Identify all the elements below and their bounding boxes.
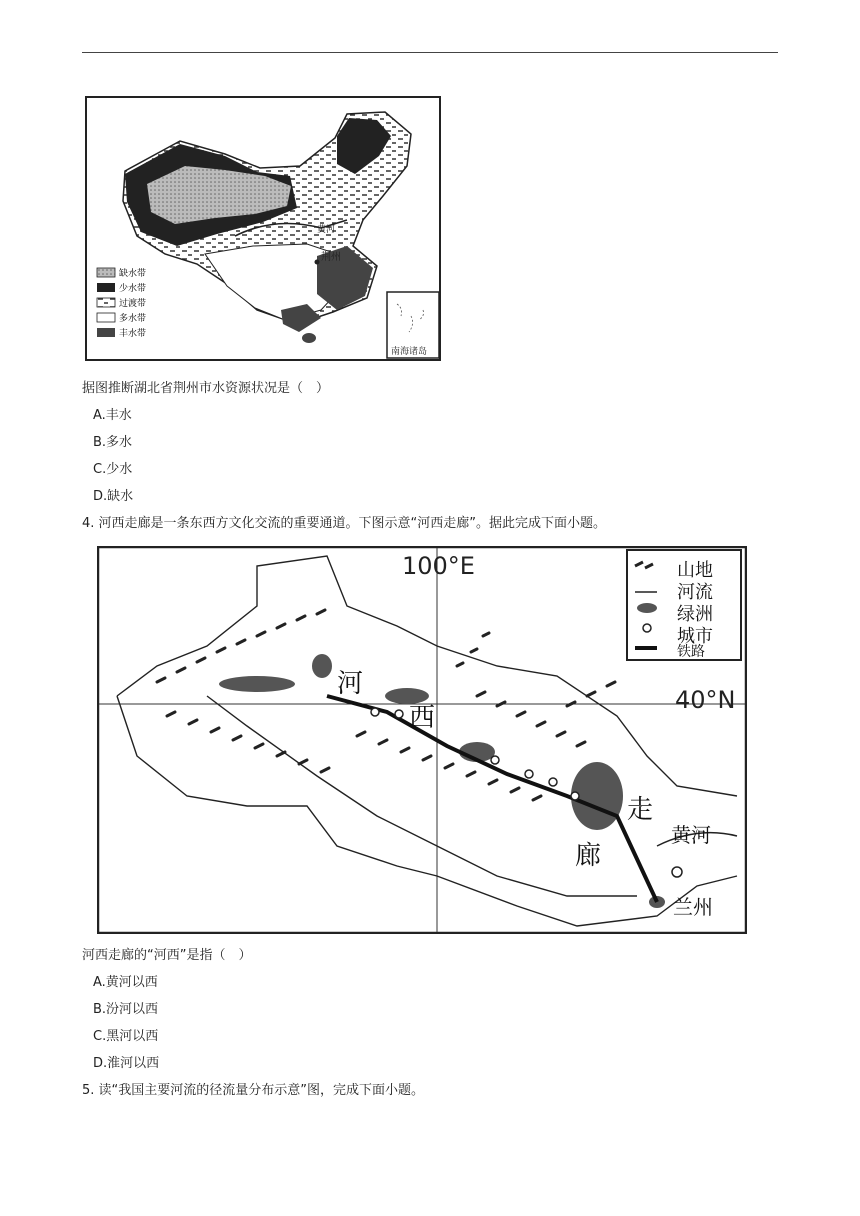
q3-option-a[interactable]: A.丰水 <box>93 408 132 423</box>
corridor-char-2: 西 <box>409 703 436 733</box>
legend-item: 缺水带 <box>119 269 147 279</box>
q4-stem: 河西走廊的“河西”是指（ ） <box>82 948 252 963</box>
legend-item: 丰水带 <box>119 329 147 339</box>
lanzhou-label: 兰州 <box>673 895 713 919</box>
jingzhou-label: 荆州 <box>321 252 341 263</box>
longitude-label: 100°E <box>402 552 475 580</box>
legend-item: 绿洲 <box>677 604 713 625</box>
q4-intro: 4. 河西走廊是一条东西方文化交流的重要通道。下图示意“河西走廊”。据此完成下面小题。 <box>82 516 607 531</box>
q3-stem: 据图推断湖北省荆州市水资源状况是（ ） <box>82 381 330 396</box>
header-rule <box>82 52 778 53</box>
corridor-char-3: 走 <box>627 795 654 825</box>
legend-item: 河流 <box>677 582 713 603</box>
water-zone-map <box>85 96 441 361</box>
q3-option-b[interactable]: B.多水 <box>93 435 133 450</box>
q4-option-b[interactable]: B.汾河以西 <box>93 1002 159 1017</box>
huanghe-river-label: 黄河 <box>671 823 711 847</box>
q5-intro: 5. 读“我国主要河流的径流量分布示意”图，完成下面小题。 <box>82 1083 425 1098</box>
legend-item: 城市 <box>677 626 713 647</box>
huanghe-label: 黄河 <box>317 225 336 235</box>
q3-option-d[interactable]: D.缺水 <box>93 489 134 504</box>
legend-item: 山地 <box>677 560 713 581</box>
hexi-corridor-map <box>97 546 747 934</box>
inset-label: 南海诸岛 <box>391 347 428 357</box>
legend-item: 少水带 <box>119 284 147 294</box>
latitude-label: 40°N <box>675 686 736 714</box>
map2-legend <box>627 550 741 660</box>
q4-option-c[interactable]: C.黑河以西 <box>93 1029 159 1044</box>
corridor-char-1: 河 <box>337 669 364 699</box>
legend-item: 多水带 <box>119 314 147 324</box>
corridor-char-4: 廊 <box>575 841 602 871</box>
legend-item: 铁路 <box>677 644 705 660</box>
legend-item: 过渡带 <box>119 299 147 309</box>
q4-option-d[interactable]: D.淮河以西 <box>93 1056 160 1071</box>
q4-option-a[interactable]: A.黄河以西 <box>93 975 158 990</box>
q3-option-c[interactable]: C.少水 <box>93 462 133 477</box>
